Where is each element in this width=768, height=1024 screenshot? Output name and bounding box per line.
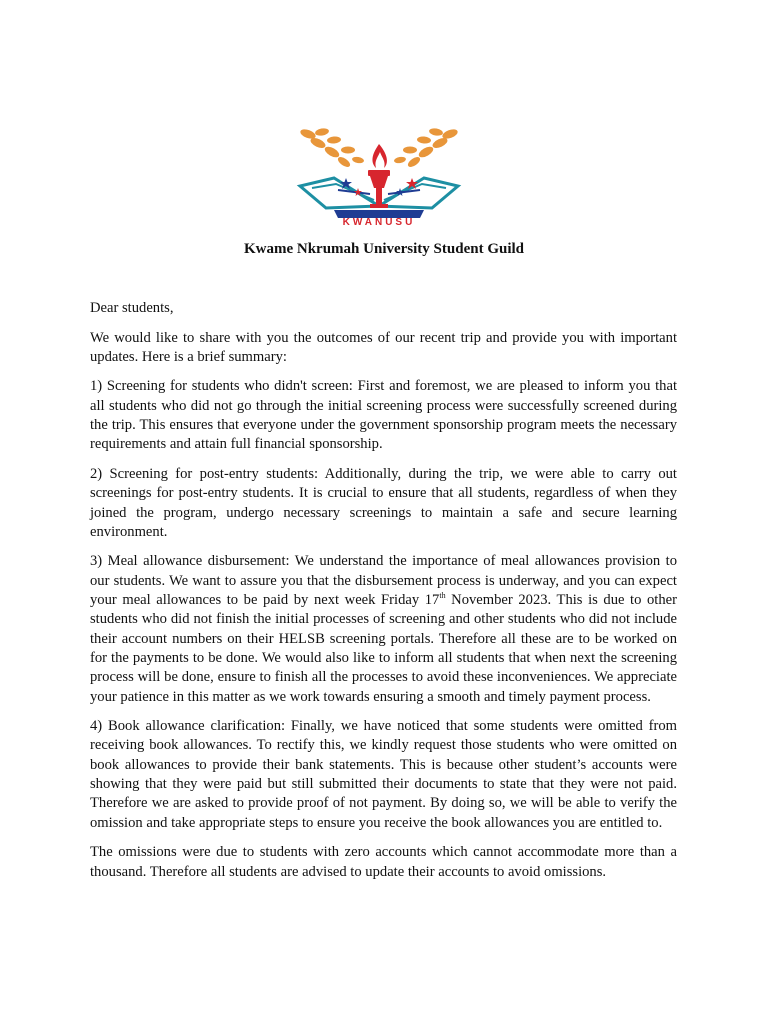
ordinal-suffix: th — [439, 591, 446, 601]
meal-text-after: November 2023. This is due to other students who did not finish the initial processes of screening and other students who did not include their account numbers on their HELSB screening portals. Therefore all these are to be worked on for the payments to be done. We would also like to inform all students that when next the screening process will be done, ensure to finish all the processes to avoid these inconveniences. We appreciate your patience in this matter as we work towards ensuring a smooth and timely payment process. — [90, 592, 677, 705]
intro-paragraph: We would like to share with you the outcomes of our recent trip and provide you with important updates. Here is a brief summary: — [90, 329, 677, 365]
item-book-allowance-paragraph: 4) Book allowance clarification: Finally, we have noticed that some students were omitted from receiving book allowances. To rectify this, we kindly request those students who were omitted on book allowances to provide their bank statements. This is because other student’s accounts were showing that they were paid but still submitted their documents to state that they were not paid. Therefore we are asked to provide proof of not payment. By doing so, we will be able to verify the omission and take appropriate steps to ensure you receive the book allowances you are entitled to. — [90, 718, 677, 831]
letter-body — [90, 299, 677, 892]
laurel-left-icon — [299, 128, 364, 169]
item-post-entry-paragraph: 2) Screening for post-entry students: Additionally, during the trip, we were able to carry out screenings for post-entry students. It is crucial to ensure that all students, regardless of when they joined the program, undergo necessary screenings to maintain a safe and secure learning environment. — [90, 465, 677, 540]
laurel-right-icon — [394, 128, 459, 169]
meal-text-before: 3) Meal allowance disbursement: We understand the importance of meal allowances provision to our students. We want to assure you that the disbursement process is underway, and you can expect your meal allowances to be paid by next week Friday 17 — [90, 553, 677, 609]
logo-wordmark: KWANUSU — [342, 217, 416, 226]
closing-paragraph: The omissions were due to students with zero accounts which cannot accommodate more than a thousand. Therefore all students are advised to update their accounts to avoid omissions. — [90, 844, 677, 880]
item-meal-allowance-paragraph — [90, 552, 677, 706]
greeting: Dear students, — [90, 300, 174, 316]
item-screening-paragraph: 1) Screening for students who didn't screen: First and foremost, we are pleased to inform you that all students who did not go through the initial screening process were successfully screened during the trip. This ensures that everyone under the government sponsorship program meets the necessary requirements and attain full financial sponsorship. — [90, 378, 677, 453]
guild-logo — [296, 128, 462, 226]
document-title: Kwame Nkrumah University Student Guild — [243, 241, 525, 257]
